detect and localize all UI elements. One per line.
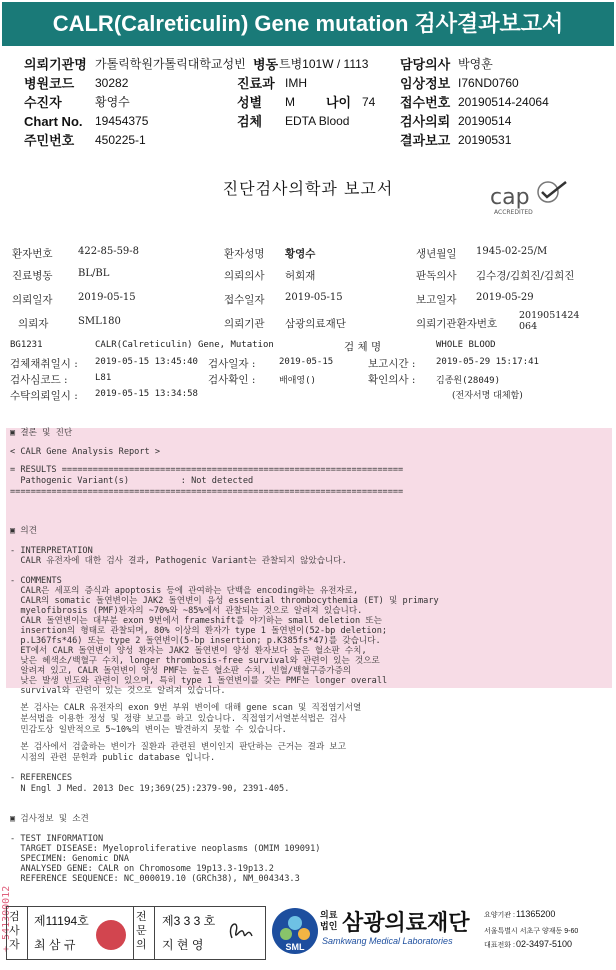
age-value: 74 bbox=[362, 95, 376, 109]
received-label: 수탁의뢰일시 : bbox=[10, 390, 78, 402]
exam-label: 검사자 bbox=[9, 911, 20, 951]
code2-value: L81 bbox=[95, 373, 112, 383]
address: 서울특별시 서초구 양재동 9-60 bbox=[484, 928, 579, 935]
testinfo-section-title: ▣ 검사정보 및 소견 bbox=[10, 814, 89, 824]
comment-line: insertion의 형태로 관찰되며, 80% 이상의 환자가 type 1 돌연변이(52-bp deletion; bbox=[10, 626, 388, 636]
ward2-value: BL/BL bbox=[78, 268, 110, 279]
dob-label: 생년월일 bbox=[416, 248, 457, 260]
org-english-name: Samkwang Medical Laboratories bbox=[322, 936, 453, 946]
request-value: 20190514 bbox=[458, 114, 512, 128]
seal-stamp-icon bbox=[96, 920, 126, 950]
reporttime-value: 2019-05-29 15:17:41 bbox=[436, 357, 539, 367]
specimen-name-value: WHOLE BLOOD bbox=[436, 340, 496, 350]
disclaimer-line: 본 검사에서 검출하는 변이가 질환과 관련된 변이인지 판단하는 근거는 결과 보고 bbox=[10, 742, 347, 752]
report-name: < CALR Gene Analysis Report > bbox=[10, 447, 161, 457]
spec-name: 지 현 영 bbox=[162, 938, 204, 952]
exam-number: 제11194호 bbox=[34, 914, 89, 928]
testinfo-line: REFERENCE SEQUENCE: NC_000019.10 (GRCh38), NM_004343.3 bbox=[10, 874, 300, 884]
patno-label: 환자번호 bbox=[12, 248, 53, 260]
code2-label: 검사심코드 : bbox=[10, 374, 68, 386]
spec-label: 전문의 bbox=[136, 911, 147, 951]
dob-value: 1945-02-25/M bbox=[476, 246, 548, 257]
comment-line: 낮은 헤색소/백혈구 수치, longer thrombosis-free survival와 관련이 있는 것으로 bbox=[10, 656, 380, 666]
confirm-value: 배애영() bbox=[279, 376, 316, 386]
reqdate-value: 2019-05-15 bbox=[78, 292, 136, 303]
comment-line: 알려져 있고, CALR 돌연변이 양성 PMF는 높은 혈소판 수치, 빈혈/백혈구증가증의 bbox=[10, 666, 352, 676]
comment-line: 낮은 발생 빈도와 관련이 있으며, 특히 type 1 돌연변이를 갖는 PMF는 longer overall bbox=[10, 676, 388, 686]
refdoc-label: 의뢰의사 bbox=[224, 270, 265, 282]
testinfo-line: ANALYSED GENE: CALR on Chromosome 19p13.3-19p13.2 bbox=[10, 864, 274, 874]
comment-line: CALR 돌연변이는 대부분 exon 9번에서 frameshift를 야기하는 small deletion 또는 bbox=[10, 616, 382, 626]
cap-logo-icon bbox=[488, 180, 572, 218]
method-line: 민감도상 일반적으로 5~10%의 변이는 발견하지 못할 수 있습니다. bbox=[10, 725, 287, 735]
readdoc-value: 김수경/김희진/김희진 bbox=[476, 270, 575, 282]
recdate-value: 2019-05-15 bbox=[285, 292, 343, 303]
report-title: CALR(Calreticulin) Gene mutation 검사결과보고서 bbox=[2, 2, 614, 46]
report-date-label: 결과보고 bbox=[400, 133, 451, 148]
interp-header: - INTERPRETATION bbox=[10, 546, 93, 556]
doctor-value: 박영훈 bbox=[458, 57, 493, 71]
specimen-label: 검체 bbox=[237, 114, 263, 129]
dept-value: IMH bbox=[285, 76, 307, 90]
phone2-label: 대표전화 : bbox=[484, 942, 515, 949]
institution-label: 의뢰기관명 bbox=[24, 57, 87, 72]
spec-number: 제3 3 3 호 bbox=[162, 914, 216, 928]
ssn-value: 450225-1 bbox=[95, 133, 146, 147]
ward-value: 트병101W / 1113 bbox=[279, 57, 369, 71]
comments-header: - COMMENTS bbox=[10, 576, 62, 586]
chart-value: 19454375 bbox=[95, 114, 149, 128]
scanned-lab-report bbox=[0, 160, 616, 900]
variant-line: Pathogenic Variant(s) : Not detected bbox=[10, 476, 254, 486]
testinfo-line: TARGET DISEASE: Myeloproliferative neoplasms (OMIM 109091) bbox=[10, 844, 321, 854]
cap-logo-text: cap bbox=[490, 185, 530, 210]
scan-title: 진단검사의학과 보고서 bbox=[222, 179, 394, 198]
refs-text: N Engl J Med. 2013 Dec 19;369(25):2379-90, 2391-405. bbox=[10, 784, 290, 794]
signature-note: (전자서명 대체함) bbox=[452, 391, 523, 401]
hospital-code-label: 병원코드 bbox=[24, 76, 75, 91]
reporttime-label: 보고시간 : bbox=[368, 358, 416, 370]
refs-header: - REFERENCES bbox=[10, 773, 73, 783]
patient-info-panel bbox=[0, 52, 616, 150]
interp-text: CALR 유전자에 대한 검사 결과, Pathogenic Variant는 관찰되지 않았습니다. bbox=[10, 556, 347, 566]
refnum-label: 의뢰기관환자번호 bbox=[416, 318, 498, 330]
confirmdoc-value: 김종원(28049) bbox=[436, 376, 501, 386]
org-prefix: 의료법인 bbox=[320, 910, 338, 931]
accession-label: 접수번호 bbox=[400, 95, 451, 110]
disclaimer-line: 시점의 관련 문헌과 public database 입니다. bbox=[10, 753, 216, 763]
sml-logo-text: SML bbox=[285, 942, 305, 952]
patname-label: 환자성명 bbox=[224, 248, 265, 260]
clinical-value: I76ND0760 bbox=[458, 76, 519, 90]
report-date-value: 20190531 bbox=[458, 133, 512, 147]
comment-line: CALR은 세포의 증식과 apoptosis 등에 관여하는 단백을 encoding하는 유전자로, bbox=[10, 586, 359, 596]
side-serial-number: + 541300012 bbox=[1, 885, 12, 952]
refby-value: SML180 bbox=[78, 316, 121, 327]
reqdate-label: 의뢰일자 bbox=[12, 294, 53, 306]
comment-line: ET에서 CALR 돌연변이 양성 환자는 JAK2 돌연변이 양성 환자보다 높은 혈소판 수치, bbox=[10, 646, 367, 656]
cap-logo-subtext: ACCREDITED bbox=[494, 209, 533, 216]
signature-icon bbox=[222, 914, 260, 952]
confirmdoc-label: 확인의사 : bbox=[368, 374, 416, 386]
received-value: 2019-05-15 13:34:58 bbox=[95, 389, 198, 399]
collect-label: 검체채취일시 : bbox=[10, 358, 78, 370]
patno-value: 422-85-59-8 bbox=[78, 246, 140, 257]
footer-signatures bbox=[0, 904, 616, 964]
request-label: 검사의뢰 bbox=[400, 114, 451, 129]
ward-label: 병동 bbox=[253, 57, 279, 72]
method-line: 본 검사는 CALR 유전자의 exon 9번 부위 변이에 대해 gene scan 및 직접염기서열 bbox=[10, 703, 362, 713]
method-line: 분석법을 이용한 정성 및 정량 보고를 하고 있습니다. 직접염기서열분석법은 검사 bbox=[10, 714, 347, 724]
chart-label: Chart No. bbox=[24, 114, 83, 129]
testinfo-header: - TEST INFORMATION bbox=[10, 834, 104, 844]
specimen-value: EDTA Blood bbox=[285, 114, 350, 128]
repdate-label: 보고일자 bbox=[416, 294, 457, 306]
refdoc-value: 허회재 bbox=[285, 270, 316, 282]
refinst-value: 삼광의료재단 bbox=[285, 318, 346, 330]
testinfo-line: SPECIMEN: Genomic DNA bbox=[10, 854, 129, 864]
accession-value: 20190514-24064 bbox=[458, 95, 549, 109]
comment-line: myelofibrosis (PMF)환자의 ~70%와 ~85%에서 관찰되는 것으로 알려져 있습니다. bbox=[10, 606, 363, 616]
test-name: CALR(Calreticulin) Gene, Mutation bbox=[95, 340, 274, 350]
results-end-line: ============================================================================ bbox=[10, 487, 404, 497]
comment-line: CALR의 somatic 돌연변이는 JAK2 돌연변이 음성 essential thrombocythemia (ET) 및 primary bbox=[10, 596, 439, 606]
dept-label: 진료과 bbox=[237, 76, 275, 91]
exam-name: 최 삼 규 bbox=[34, 938, 76, 952]
receiver-value: 황영수 bbox=[95, 95, 130, 109]
confirm-label: 검사확인 : bbox=[208, 374, 256, 386]
refinst-label: 의뢰기관 bbox=[224, 318, 265, 330]
phone1-value: 11365200 bbox=[516, 909, 556, 919]
clinical-label: 임상정보 bbox=[400, 76, 451, 91]
recdate-label: 접수일자 bbox=[224, 294, 265, 306]
sex-value: M bbox=[285, 95, 295, 109]
ssn-label: 주민번호 bbox=[24, 133, 75, 148]
doctor-label: 담당의사 bbox=[400, 57, 451, 72]
results-header: = RESULTS ================================================================== bbox=[10, 465, 404, 475]
receiver-label: 수진자 bbox=[24, 95, 62, 110]
specimen-name-label: 검 체 명 bbox=[344, 341, 382, 353]
phone2-value: 02-3497-5100 bbox=[516, 939, 573, 949]
comment-line: p.L367fs*46) 또는 type 2 돌연변이(5-bp insertion; p.K385fs*47)를 갖습니다. bbox=[10, 636, 381, 646]
hospital-code-value: 30282 bbox=[95, 76, 129, 90]
phone1-label: 요양기관 : bbox=[484, 912, 515, 919]
sex-label: 성별 bbox=[237, 95, 263, 110]
comment-line: survival와 관련이 있는 것으로 알려져 있습니다. bbox=[10, 686, 226, 696]
test-code: BG1231 bbox=[10, 340, 43, 350]
org-name: 삼광의료재단 bbox=[342, 910, 470, 935]
sml-logo-icon bbox=[272, 908, 318, 954]
age-label: 나이 bbox=[326, 95, 352, 110]
patname-value: 황영수 bbox=[285, 248, 316, 260]
ward2-label: 진료병동 bbox=[12, 270, 53, 282]
testdate-label: 검사일자 : bbox=[208, 358, 256, 370]
refby-label: 의뢰자 bbox=[18, 318, 49, 330]
collect-value: 2019-05-15 13:45:40 bbox=[95, 357, 198, 367]
testdate-value: 2019-05-15 bbox=[279, 357, 334, 367]
refnum-value: 2019051424064 bbox=[519, 310, 580, 332]
results-section-title: ▣ 결론 및 진단 bbox=[10, 428, 73, 438]
institution-value: 가톨릭학원가톨릭대학교성빈 bbox=[95, 57, 246, 71]
opinion-section-title: ▣ 의견 bbox=[10, 526, 37, 536]
readdoc-label: 판독의사 bbox=[416, 270, 457, 282]
repdate-value: 2019-05-29 bbox=[476, 292, 534, 303]
cap-accredited-logo bbox=[488, 180, 572, 218]
